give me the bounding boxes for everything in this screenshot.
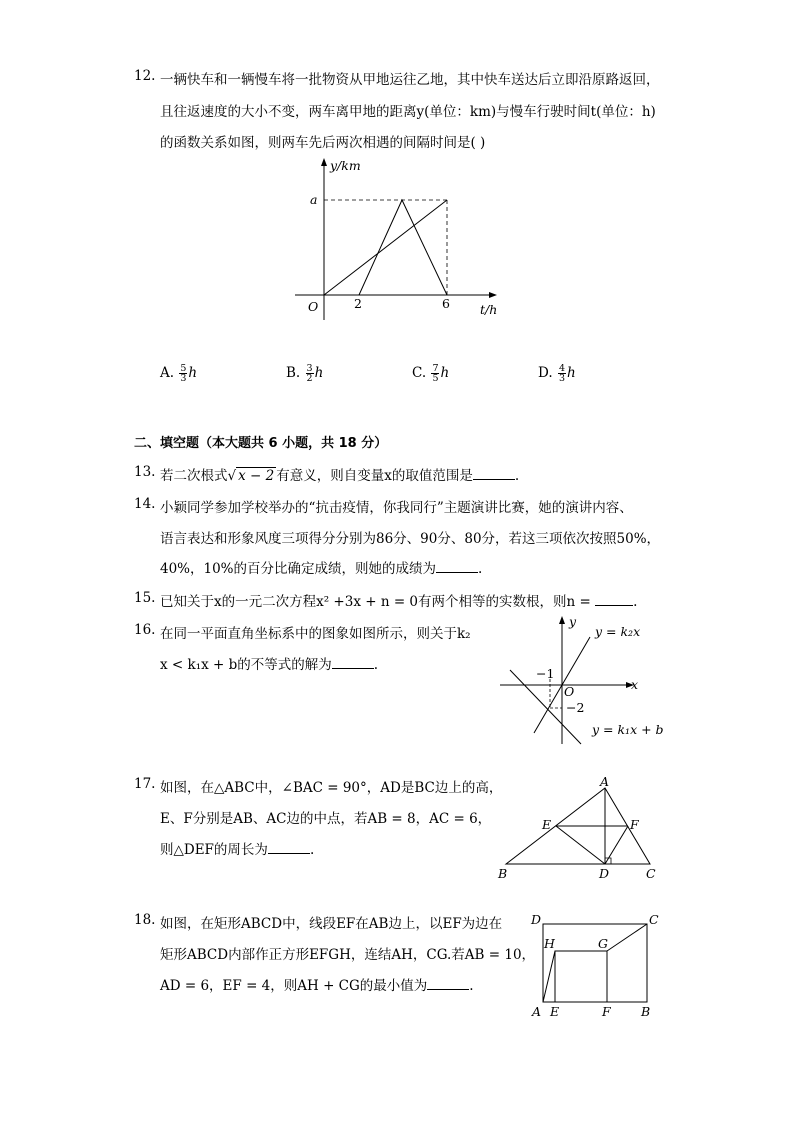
q14-line1: 小颖同学参加学校举办的“抗击疫情，你我同行”主题演讲比赛，她的演讲内容、 xyxy=(160,500,633,516)
q16-origin-label: O xyxy=(564,684,575,699)
option-fraction xyxy=(179,364,187,383)
q17-line2: E、F分别是AB、AC边的中点，若AB = 8，AC = 6， xyxy=(160,811,492,827)
q16-line-k1b-label: y = k₁x + b xyxy=(592,722,664,737)
q17-period: . xyxy=(309,842,315,858)
q17-point-f: F xyxy=(630,817,639,832)
q14-line2: 语言表达和形象风度三项得分分别为86分、90分、80分，若这三项依次按照50%， xyxy=(160,531,661,547)
q18-point-f: F xyxy=(602,1004,611,1019)
q18-point-e: E xyxy=(550,1004,560,1019)
q12-origin-label: O xyxy=(308,299,319,314)
q18-point-d: D xyxy=(531,912,542,927)
q18-line2: 矩形ABCD内部作正方形EFGH，连结AH，CG.若AB = 10， xyxy=(160,947,536,963)
q12-option-b[interactable] xyxy=(286,364,323,383)
q15-answer-blank[interactable] xyxy=(595,593,633,606)
q16-period: . xyxy=(373,657,379,673)
option-fraction xyxy=(306,364,314,383)
sqrt-symbol: √ xyxy=(227,468,237,484)
q14-answer-blank[interactable] xyxy=(436,560,478,573)
q12-number: 12. xyxy=(134,68,156,84)
q13-number: 13. xyxy=(134,464,156,480)
q16-line2 xyxy=(160,653,378,673)
option-unit: h xyxy=(566,365,576,381)
q13-text-after: 有意义，则自变量x的取值范围是 xyxy=(276,468,473,484)
q18-number: 18. xyxy=(134,912,156,928)
q18-line3 xyxy=(160,974,474,994)
q12-a-label: a xyxy=(310,192,318,207)
q12-y-axis-label: y/km xyxy=(330,158,361,173)
q14-line3-text: 40%，10%的百分比确定成绩，则她的成绩为 xyxy=(160,561,437,577)
q16-number: 16. xyxy=(134,622,156,638)
q18-answer-blank[interactable] xyxy=(427,977,469,990)
option-letter: B. xyxy=(286,365,301,381)
q14-line3 xyxy=(160,557,482,577)
q12-tick-6: 6 xyxy=(442,296,450,311)
q17-line1: 如图，在△ABC中，∠BAC = 90°，AD是BC边上的高， xyxy=(160,780,503,796)
q12-tick-2: 2 xyxy=(354,296,362,311)
q14-number: 14. xyxy=(134,496,156,512)
option-fraction xyxy=(558,364,566,383)
fraction-numerator: 3 xyxy=(306,363,313,374)
option-letter: D. xyxy=(538,365,553,381)
option-fraction xyxy=(431,364,439,383)
option-unit: h xyxy=(188,365,198,381)
q16-line1: 在同一平面直角坐标系中的图象如图所示，则关于k₂ xyxy=(160,626,471,642)
q12-x-axis-label: t/h xyxy=(480,302,498,317)
q12-option-a[interactable] xyxy=(160,364,197,383)
q15-text-body: 已知关于x的一元二次方程x² +3x + n = 0有两个相等的实数根，则n = xyxy=(160,594,596,610)
q18-point-c: C xyxy=(649,912,659,927)
q16-linear-functions-graph xyxy=(496,612,666,747)
q17-line3-text: 则△DEF的周长为 xyxy=(160,842,268,858)
q12-line2: 且往返速度的大小不变，两车离甲地的距离y(单位：km)与慢车行驶时间t(单位：h) xyxy=(160,104,656,120)
fraction-denominator: 2 xyxy=(306,373,313,384)
q12-distance-time-graph xyxy=(290,150,510,325)
q17-answer-blank[interactable] xyxy=(268,841,310,854)
fraction-denominator: 5 xyxy=(432,373,439,384)
q12-option-c[interactable] xyxy=(412,364,449,383)
option-letter: A. xyxy=(160,365,175,381)
q18-rectangle-figure xyxy=(528,910,668,1022)
q15-number: 15. xyxy=(134,590,156,606)
q18-point-h: H xyxy=(544,936,555,951)
q17-point-d: D xyxy=(599,866,610,881)
q18-period: . xyxy=(469,978,474,994)
q18-line1: 如图，在矩形ABCD中，线段EF在AB边上，以EF为边在 xyxy=(160,916,503,932)
section-heading: 二、填空题（本大题共 6 小题，共 18 分） xyxy=(134,436,388,451)
fraction-denominator: 3 xyxy=(558,373,565,384)
q16-line2-text: x < k₁x + b的不等式的解为 xyxy=(160,657,332,673)
option-unit: h xyxy=(314,365,324,381)
q13-answer-blank[interactable] xyxy=(473,467,515,480)
fraction-numerator: 7 xyxy=(432,363,439,374)
q18-point-b: B xyxy=(641,1004,651,1019)
q16-answer-blank[interactable] xyxy=(332,656,374,669)
q16-neg1-label: −1 xyxy=(536,666,555,681)
q18-line3-text: AD = 6，EF = 4，则AH + CG的最小值为 xyxy=(160,978,428,994)
q16-neg2-label: −2 xyxy=(566,700,585,715)
q16-line-k2-label: y = k₂x xyxy=(595,624,641,639)
fraction-numerator: 4 xyxy=(558,363,565,374)
q17-point-c: C xyxy=(646,866,656,881)
q17-number: 17. xyxy=(134,776,156,792)
q17-line3 xyxy=(160,838,314,858)
q13-text xyxy=(160,464,519,484)
fraction-numerator: 5 xyxy=(180,363,187,374)
q15-period: . xyxy=(633,594,638,610)
q17-point-a: A xyxy=(600,774,610,789)
q12-option-d[interactable] xyxy=(538,364,576,383)
q18-point-g: G xyxy=(598,936,608,951)
q17-point-b: B xyxy=(498,866,508,881)
option-letter: C. xyxy=(412,365,427,381)
q17-point-e: E xyxy=(542,817,552,832)
q17-triangle-figure xyxy=(494,776,664,884)
option-unit: h xyxy=(440,365,450,381)
q12-line3: 的函数关系如图，则两车先后两次相遇的间隔时间是( ) xyxy=(160,135,486,151)
q18-point-a: A xyxy=(532,1004,542,1019)
q13-radicand: x − 2 xyxy=(238,468,275,484)
q15-text xyxy=(160,590,637,610)
q14-period: . xyxy=(478,561,483,577)
fraction-denominator: 3 xyxy=(180,373,187,384)
q16-y-axis-label: y xyxy=(569,614,577,629)
q12-line1: 一辆快车和一辆慢车将一批物资从甲地运往乙地，其中快车送达后立即沿原路返回， xyxy=(160,72,660,88)
q13-period: . xyxy=(514,468,520,484)
q16-x-axis-label: x xyxy=(631,677,639,692)
q13-text-before: 若二次根式 xyxy=(160,468,228,484)
